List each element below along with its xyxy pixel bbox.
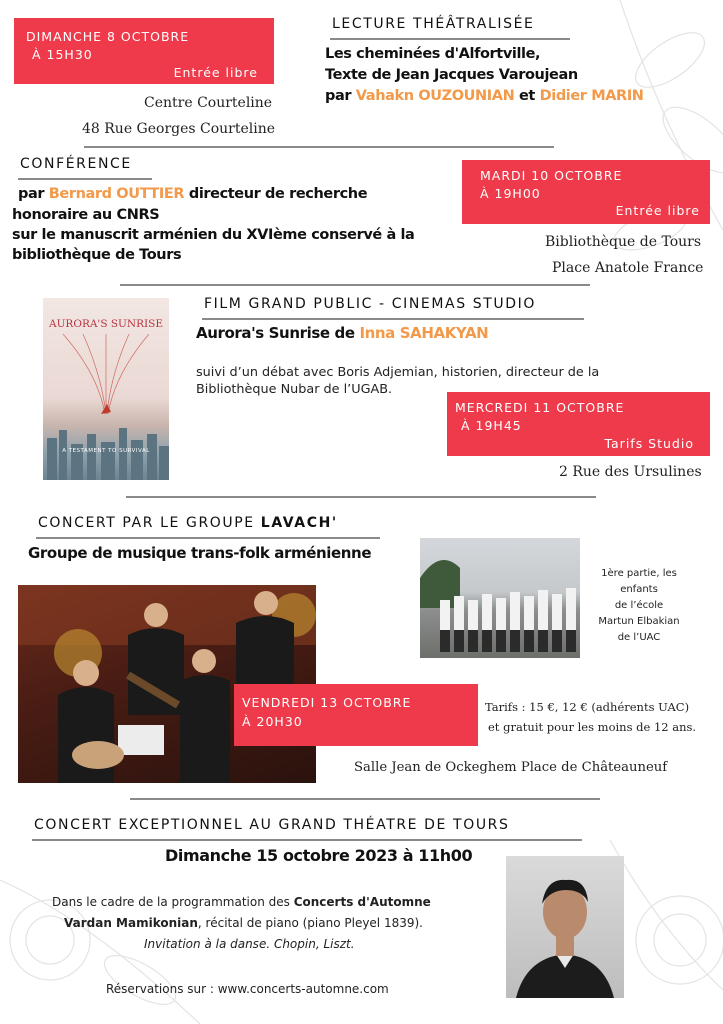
poster-artwork-icon bbox=[43, 334, 169, 480]
event3-director: Inna SAHAKYAN bbox=[359, 324, 489, 342]
floral-decoration-icon bbox=[560, 0, 723, 300]
event5-category: CONCERT EXCEPTIONNEL AU GRAND THÉATRE DE TOURS bbox=[34, 817, 510, 833]
event5-category-underline bbox=[32, 839, 582, 841]
event4-venue: Salle Jean de Ockeghem Place de Châteauneuf bbox=[354, 760, 668, 775]
event3-film-title: Aurora's Sunrise bbox=[196, 324, 330, 342]
poster-title: AURORA'S SUNRISE bbox=[49, 318, 163, 330]
event1-venue-name: Centre Courteline bbox=[144, 95, 273, 111]
event4-group-name: LAVACH' bbox=[260, 515, 338, 531]
event5-reservation: Réservations sur : www.concerts-automne.com bbox=[106, 982, 389, 996]
event1-date-box bbox=[14, 18, 274, 84]
event1-date-line1: DIMANCHE 8 OCTOBRE bbox=[26, 29, 190, 44]
event4-tarifs-line1: Tarifs : 15 €, 12 € (adhérents UAC) bbox=[485, 700, 690, 714]
event1-performer-2: Didier MARIN bbox=[539, 88, 644, 104]
event4-date-line1: VENDREDI 13 OCTOBRE bbox=[242, 695, 412, 710]
event1-entry-label: Entrée libre bbox=[173, 65, 258, 80]
event3-date-line2: À 19H45 bbox=[461, 418, 522, 433]
event2-venue-name: Bibliothèque de Tours bbox=[545, 234, 702, 250]
event2-speaker-line: par Bernard OUTTIER directeur de recherche bbox=[18, 186, 368, 202]
event4-subtitle: Groupe de musique trans-folk arménienne bbox=[28, 544, 372, 562]
poster-tagline: A TESTAMENT TO SURVIVAL bbox=[62, 448, 150, 454]
event2-venue-address: Place Anatole France bbox=[552, 260, 704, 276]
event1-category: LECTURE THÉÂTRALISÉE bbox=[332, 16, 535, 32]
divider bbox=[130, 798, 600, 800]
event3-category-underline bbox=[202, 318, 584, 320]
event1-performers: par Vahakn OUZOUNIAN et Didier MARIN bbox=[325, 88, 644, 104]
event2-category-underline bbox=[18, 178, 152, 180]
event2-date-line2: À 19H00 bbox=[480, 186, 541, 201]
event4-category: CONCERT PAR LE GROUPE LAVACH' bbox=[38, 515, 338, 531]
event1-performer-1: Vahakn OUZOUNIAN bbox=[355, 88, 515, 104]
event1-category-underline bbox=[330, 38, 570, 40]
divider bbox=[126, 496, 596, 498]
event4-date-line2: À 20H30 bbox=[242, 714, 303, 729]
event1-title-line1: Les cheminées d'Alfortville, bbox=[325, 46, 541, 62]
event2-date-box bbox=[462, 160, 710, 224]
event3-category: FILM GRAND PUBLIC - CINEMAS STUDIO bbox=[204, 296, 536, 312]
event2-speaker: Bernard OUTTIER bbox=[48, 186, 185, 202]
event5-desc-line2: Vardan Mamikonian, récital de piano (piano Pleyel 1839). bbox=[64, 916, 423, 930]
event2-category: CONFÉRENCE bbox=[20, 156, 132, 172]
event1-venue-address: 48 Rue Georges Courteline bbox=[82, 121, 276, 137]
pianist-portrait-artwork-icon bbox=[506, 856, 624, 998]
event5-desc-line3: Invitation à la danse. Chopin, Liszt. bbox=[144, 937, 355, 951]
event2-line2: honoraire au CNRS bbox=[12, 207, 160, 223]
pianist-portrait bbox=[506, 856, 624, 998]
event2-line3: sur le manuscrit arménien du XVIème conservé à la bbox=[12, 227, 415, 243]
event2-date-line1: MARDI 10 OCTOBRE bbox=[480, 168, 623, 183]
event3-desc-line1: suivi d’un débat avec Boris Adjemian, historien, directeur de la bbox=[196, 365, 600, 380]
event3-film-line: Aurora's Sunrise de Inna SAHAKYAN bbox=[196, 324, 489, 342]
divider bbox=[120, 284, 590, 286]
event4-tarifs-line2: et gratuit pour les moins de 12 ans. bbox=[488, 720, 697, 734]
event5-festival-name: Concerts d'Automne bbox=[293, 895, 431, 909]
event4-category-underline bbox=[36, 537, 380, 539]
event3-date-line1: MERCREDI 11 OCTOBRE bbox=[455, 400, 625, 415]
event1-date-line2: À 15H30 bbox=[32, 47, 93, 62]
divider bbox=[84, 146, 554, 148]
event5-date: Dimanche 15 octobre 2023 à 11h00 bbox=[165, 846, 473, 865]
event2-line4: bibliothèque de Tours bbox=[12, 247, 182, 263]
school-children-artwork-icon bbox=[420, 538, 580, 658]
school-children-photo bbox=[420, 538, 580, 658]
event5-desc-line1: Dans le cadre de la programmation des Concerts d'Automne bbox=[52, 895, 431, 909]
event3-date-box bbox=[447, 392, 710, 456]
event4-date-box bbox=[234, 684, 478, 746]
event3-venue: 2 Rue des Ursulines bbox=[559, 464, 702, 480]
event5-performer: Vardan Mamikonian bbox=[64, 916, 198, 930]
school-caption: 1ère partie, les enfants de l’école Martun Elbakian de l’UAC bbox=[598, 568, 680, 643]
event3-desc-line2: Bibliothèque Nubar de l’UGAB. bbox=[196, 382, 393, 397]
film-poster bbox=[43, 298, 169, 480]
event1-title-line2: Texte de Jean Jacques Varoujean bbox=[325, 67, 578, 83]
event3-entry-label: Tarifs Studio bbox=[604, 436, 694, 451]
event2-entry-label: Entrée libre bbox=[615, 203, 700, 218]
